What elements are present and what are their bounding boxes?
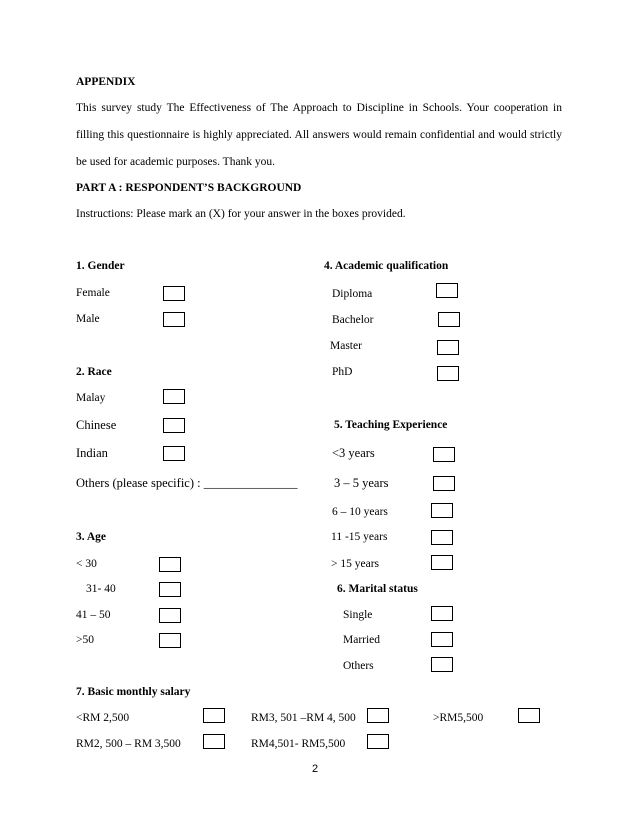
- academic-option-diploma: Diploma: [332, 288, 373, 300]
- academic-option-phd: PhD: [332, 366, 353, 378]
- gender-heading: 1. Gender: [76, 260, 125, 272]
- salary-option-3501-4500: RM3, 501 –RM 4, 500: [251, 712, 356, 724]
- intro-line-1: This survey study The Effectiveness of The Approach to Discipline in Schools. Your cooperation in: [76, 102, 562, 114]
- age-option-31-40: 31- 40: [86, 583, 116, 595]
- appendix-title: APPENDIX: [76, 76, 136, 88]
- intro-line-3: be used for academic purposes. Thank you.: [76, 156, 276, 168]
- academic-heading: 4. Academic qualification: [324, 260, 449, 272]
- marital-married-checkbox[interactable]: [431, 632, 453, 647]
- salary-option-2500-3500: RM2, 500 – RM 3,500: [76, 738, 181, 750]
- teaching-option-under-3: <3 years: [332, 446, 375, 460]
- salary-option-under-2500: <RM 2,500: [76, 712, 130, 724]
- race-option-chinese: Chinese: [76, 418, 117, 432]
- teaching-option-11-15: 11 -15 years: [331, 531, 388, 543]
- salary-3501-4500-checkbox[interactable]: [367, 708, 389, 723]
- teaching-11-15-checkbox[interactable]: [431, 530, 453, 545]
- marital-single-checkbox[interactable]: [431, 606, 453, 621]
- teaching-option-3-5: 3 – 5 years: [334, 476, 389, 490]
- gender-female-checkbox[interactable]: [163, 286, 185, 301]
- academic-option-master: Master: [330, 340, 362, 352]
- race-indian-checkbox[interactable]: [163, 446, 185, 461]
- teaching-option-over-15: > 15 years: [331, 558, 379, 570]
- teaching-heading: 5. Teaching Experience: [334, 419, 448, 431]
- age-option-over-50: >50: [76, 634, 94, 646]
- teaching-option-6-10: 6 – 10 years: [332, 506, 388, 518]
- teaching-under-3-checkbox[interactable]: [433, 447, 455, 462]
- age-31-40-checkbox[interactable]: [159, 582, 181, 597]
- academic-option-bachelor: Bachelor: [332, 314, 374, 326]
- teaching-over-15-checkbox[interactable]: [431, 555, 453, 570]
- gender-option-female: Female: [76, 287, 110, 299]
- race-others-field[interactable]: Others (please specific) : _______________: [76, 476, 298, 490]
- race-option-indian: Indian: [76, 446, 108, 460]
- age-under-30-checkbox[interactable]: [159, 557, 181, 572]
- instructions: Instructions: Please mark an (X) for your answer in the boxes provided.: [76, 208, 406, 220]
- salary-2500-3500-checkbox[interactable]: [203, 734, 225, 749]
- marital-option-others: Others: [343, 660, 374, 672]
- marital-others-checkbox[interactable]: [431, 657, 453, 672]
- age-option-under-30: < 30: [76, 558, 97, 570]
- academic-master-checkbox[interactable]: [437, 340, 459, 355]
- salary-heading: 7. Basic monthly salary: [76, 686, 191, 698]
- gender-option-male: Male: [76, 313, 100, 325]
- teaching-6-10-checkbox[interactable]: [431, 503, 453, 518]
- gender-male-checkbox[interactable]: [163, 312, 185, 327]
- academic-diploma-checkbox[interactable]: [436, 283, 458, 298]
- academic-bachelor-checkbox[interactable]: [438, 312, 460, 327]
- salary-under-2500-checkbox[interactable]: [203, 708, 225, 723]
- salary-option-over-5500: >RM5,500: [433, 712, 484, 724]
- teaching-3-5-checkbox[interactable]: [433, 476, 455, 491]
- marital-option-single: Single: [343, 609, 373, 621]
- academic-phd-checkbox[interactable]: [437, 366, 459, 381]
- age-option-41-50: 41 – 50: [76, 609, 111, 621]
- race-chinese-checkbox[interactable]: [163, 418, 185, 433]
- salary-4501-5500-checkbox[interactable]: [367, 734, 389, 749]
- age-over-50-checkbox[interactable]: [159, 633, 181, 648]
- race-option-malay: Malay: [76, 392, 106, 404]
- intro-line-2: filling this questionnaire is highly appreciated. All answers would remain confidential and would strictly: [76, 129, 562, 141]
- salary-option-4501-5500: RM4,501- RM5,500: [251, 738, 346, 750]
- part-a-title: PART A : RESPONDENT’S BACKGROUND: [76, 182, 302, 194]
- race-heading: 2. Race: [76, 366, 112, 378]
- marital-heading: 6. Marital status: [337, 583, 418, 595]
- marital-option-married: Married: [343, 634, 381, 646]
- age-heading: 3. Age: [76, 531, 107, 543]
- page-number: 2: [312, 763, 319, 775]
- race-malay-checkbox[interactable]: [163, 389, 185, 404]
- age-41-50-checkbox[interactable]: [159, 608, 181, 623]
- salary-over-5500-checkbox[interactable]: [518, 708, 540, 723]
